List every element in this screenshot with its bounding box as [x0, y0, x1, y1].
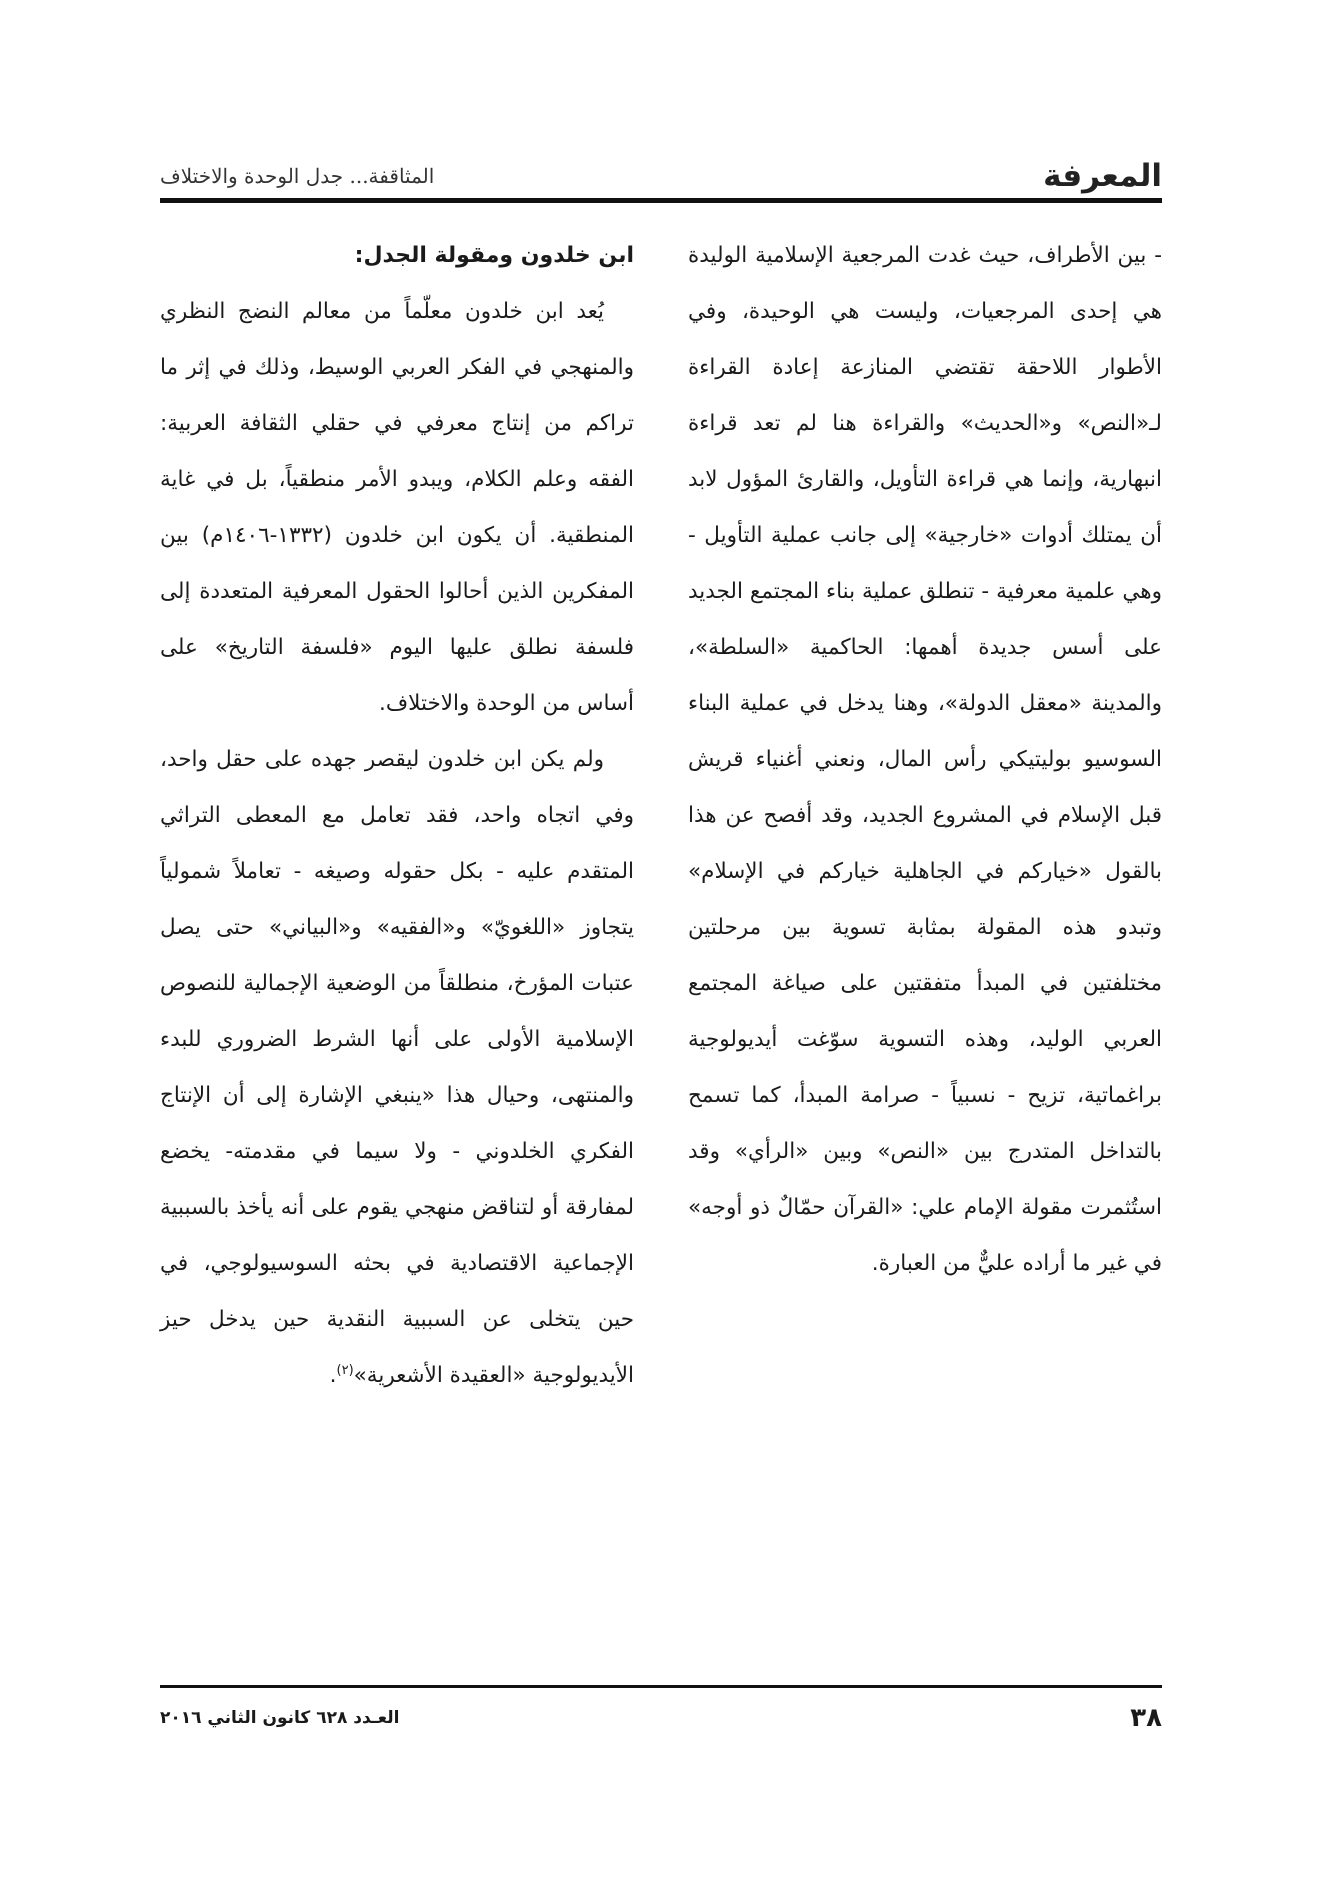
right-column-paragraph: - بين الأطراف، حيث غدت المرجعية الإسلامية الوليدة هي إحدى المرجعيات، وليست هي الوحيدة، وفي الأطوار اللاحقة تقتضي المنازعة إعادة القراءة لـ«النص» و«الحديث» والقراءة هنا لم تعد قراءة انبهارية، وإنما هي قراءة التأويل، والقارئ المؤول لابد أن يمتلك أدوات «خارجية» إلى جانب عملية التأويل - وهي علمية معرفية - تنطلق عملية بناء المجتمع الجديد على أسس جديدة أهمها: الحاكمية «السلطة»، والمدينة «معقل الدولة»، وهنا يدخل في عملية البناء السوسيو بوليتيكي رأس المال، ونعني أغنياء قريش قبل الإسلام في المشروع الجديد، وقد أفصح عن هذا بالقول «خياركم في الجاهلية خياركم في الإسلام» وتبدو هذه المقولة بمثابة تسوية بين مرحلتين مختلفتين في المبدأ متفقتين على صياغة المجتمع العربي الوليد، وهذه التسوية سوّغت أيديولوجية براغماتية، تزيح - نسبياً - صرامة المبدأ، كما تسمح بالتداخل المتدرج بين «النص» وبين «الرأي» وقد استُثمرت مقولة الإمام علي: «القرآن حمّالٌ ذو أوجه» في غير ما أراده عليٌّ من العبارة.: [688, 243, 1162, 1276]
header-rule: [160, 198, 1162, 203]
paragraph-text: ولم يكن ابن خلدون ليقصر جهده على حقل واحد، وفي اتجاه واحد، فقد تعامل مع المعطى التراثي المتقدم عليه - بكل حقوله وصيغه - تعاملاً شمولياً يتجاوز «اللغويّ» و«الفقيه» و«البياني» حتى يصل عتبات المؤرخ، منطلقاً من الوضعية الإجمالية للنصوص الإسلامية الأولى على أنها الشرط الضروري للبدء والمنتهى، وحيال هذا «ينبغي الإشارة إلى أن الإنتاج الفكري الخلدوني - ولا سيما في مقدمته- يخضع لمفارقة أو لتناقض منهجي يقوم على أنه يأخذ بالسببية الإجماعية الاقتصادية في بحثه السوسيولوجي، في حين يتخلى عن السببية النقدية حين يدخل حيز الأيديولوجية «العقيدة الأشعرية»: [160, 747, 634, 1388]
left-column: [160, 228, 634, 1404]
page-footer: [160, 1698, 1162, 1738]
issue-info: العـدد ٦٢٨ كانون الثاني ٢٠١٦: [160, 1708, 400, 1728]
magazine-logo: المعرفة: [1043, 158, 1162, 194]
right-column: [688, 228, 1162, 1292]
footer-rule: [160, 1685, 1162, 1688]
section-heading: ابن خلدون ومقولة الجدل:: [354, 243, 634, 268]
page-number: ٣٨: [1130, 1703, 1162, 1733]
running-title: المثاقفة... جدل الوحدة والاختلاف: [160, 164, 435, 188]
footnote-reference: (٢): [336, 1362, 354, 1378]
left-column-paragraph: يُعد ابن خلدون معلّماً من معالم النضج النظري والمنهجي في الفكر العربي الوسيط، وذلك في إثر ما تراكم من إنتاج معرفي في حقلي الثقافة العربية: الفقه وعلم الكلام، ويبدو الأمر منطقياً، بل في غاية المنطقية. أن يكون ابن خلدون (١٣٣٢-١٤٠٦م) بين المفكرين الذين أحالوا الحقول المعرفية المتعددة إلى فلسفة نطلق عليها اليوم «فلسفة التاريخ» على أساس من الوحدة والاختلاف.: [160, 299, 634, 716]
paragraph-end-punct: .: [329, 1363, 337, 1388]
page-header: [160, 140, 1162, 194]
left-column-paragraph: [160, 732, 634, 1404]
